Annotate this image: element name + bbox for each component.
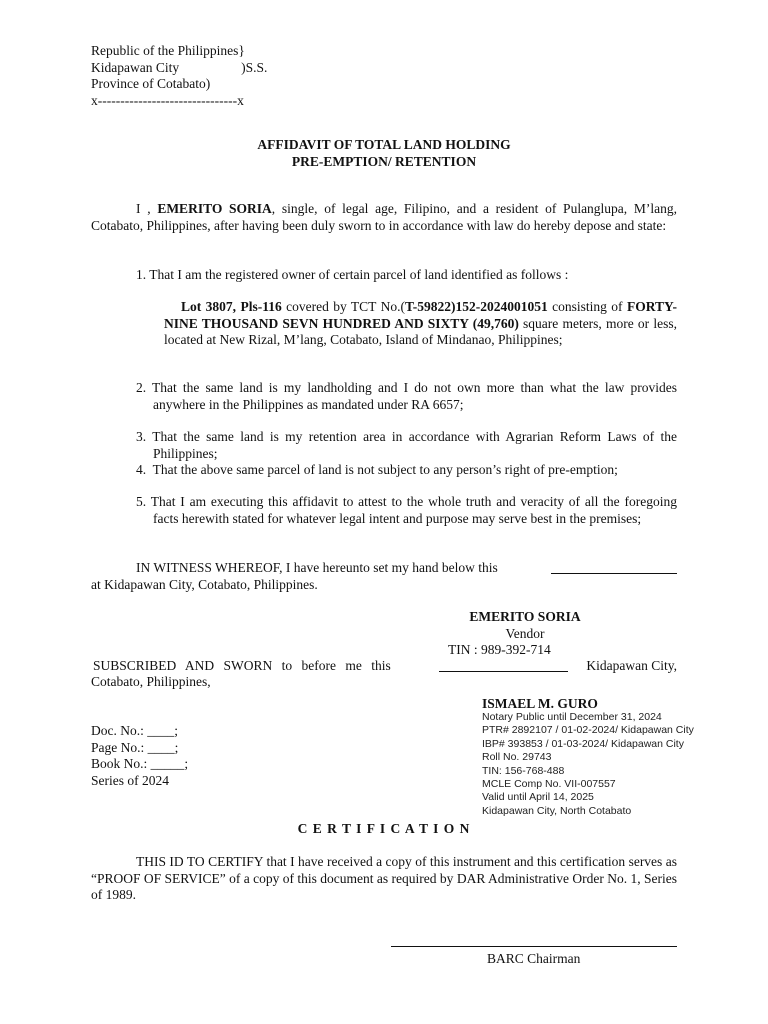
item-2-text: That the same land is my landholding and I do not own more than what the law provides anywhere in the Philippines as mandated under RA 6657; [152, 380, 677, 412]
subscribed-text: SUBSCRIBED AND SWORN to before me this [93, 658, 391, 673]
subscribed-city: Kidapawan City, [586, 658, 677, 673]
document-title [91, 137, 677, 170]
intro-text: , single, of legal age, Filipino, and a resident of Pulanglupa, M’lang, Cotabato, Philippines, after having been duly sworn to in accordance with law do hereby depose and state: [91, 201, 678, 233]
affiant-name: EMERITO SORIA [469, 609, 581, 624]
item-4 [136, 462, 681, 479]
lot-description [164, 299, 677, 349]
lot-area-words: FORTY-NINE THOUSAND SEVN HUNDRED AND SIXTY (49,760) [164, 299, 678, 331]
item-5 [136, 494, 677, 527]
item-3-text: That the same land is my retention area in accordance with Agrarian Reform Laws of the Philippines; [152, 429, 677, 461]
notary-mcle-validity: Valid until April 14, 2025 [482, 791, 594, 804]
notary-mcle: MCLE Comp No. VII-007557 [482, 778, 616, 791]
notary-ibp: IBP# 393853 / 01-03-2024/ Kidapawan City [482, 737, 684, 750]
item-2-number: 2. [136, 380, 147, 395]
tct-number: T-59822)152-2024001051 [404, 299, 548, 314]
witness-date-blank [551, 573, 677, 574]
witness-text: IN WITNESS WHEREOF, I have hereunto set my hand below this [136, 560, 498, 575]
item-2 [136, 380, 677, 413]
intro-paragraph [91, 201, 677, 234]
affiant-role: Vendor [505, 625, 545, 641]
venue-ss: )S.S. [241, 59, 268, 75]
affiant-tin: TIN : 989-392-714 [448, 642, 551, 657]
certification-title: C E R T I F I C A T I O N [297, 821, 471, 836]
lot-id: Lot 3807, Pls-116 [181, 299, 282, 314]
notary-roll-no: Roll No. 29743 [482, 751, 552, 764]
notary-ptr: PTR# 2892107 / 01-02-2024/ Kidapawan City [482, 724, 694, 737]
docket-book-no: Book No.: _____; [91, 756, 189, 771]
docket-doc-no: Doc. No.: ____; [91, 723, 178, 738]
title-line-1: AFFIDAVIT OF TOTAL LAND HOLDING [257, 137, 511, 152]
witness-place: at Kidapawan City, Cotabato, Philippines. [91, 577, 318, 592]
docket-series: Series of 2024 [91, 772, 169, 788]
title-line-2: PRE-EMPTION/ RETENTION [291, 153, 477, 169]
certification-text: THIS ID TO CERTIFY that I have received a copy of this instrument and this certification serves as “PROOF OF SERVICE” of a copy of this document as required by DAR Administrative Order No. 1, Series of 1989. [91, 854, 677, 902]
lot-covered-text: covered by TCT No.( [281, 299, 405, 314]
venue-line-separator: x-------------------------------x [91, 92, 244, 108]
intro-prefix: I , [136, 201, 151, 216]
docket-page-no: Page No.: ____; [91, 739, 179, 755]
item-3 [136, 429, 677, 462]
venue-block [91, 43, 391, 109]
affiant-name-inline: EMERITO SORIA [157, 201, 272, 216]
subscribed-line [91, 658, 677, 675]
notary-details [482, 711, 722, 818]
item-1: 1. That I am the registered owner of certain parcel of land identified as follows : [136, 267, 569, 282]
item-4-text: That the above same parcel of land is not subject to any person’s right of pre-emption; [152, 462, 618, 477]
affiant-signature-block [425, 609, 625, 642]
docket-block [91, 723, 291, 789]
subscribed-place: Cotabato, Philippines, [91, 674, 211, 689]
notary-commission: Notary Public until December 31, 2024 [482, 711, 662, 723]
lot-consisting-text: consisting of [547, 299, 623, 314]
notary-name: ISMAEL M. GURO [482, 696, 598, 711]
item-5-text: That I am executing this affidavit to attest to the whole truth and veracity of all the foregoing facts herewith stated for whatever legal intent and purpose may serve best in the premises; [150, 494, 677, 526]
item-4-number: 4. [136, 462, 147, 477]
subscribed-date-blank [439, 671, 568, 672]
venue-line-city [91, 60, 391, 77]
venue-line-province: Province of Cotabato) [91, 76, 211, 91]
notary-address: Kidapawan City, North Cotabato [482, 804, 632, 817]
lot-rest-text: square meters, more or less, located at New Rizal, M’lang, Cotabato, Island of Mindanao, Philippines; [164, 315, 677, 347]
venue-line-republic: Republic of the Philippines} [91, 43, 245, 58]
notary-tin: TIN: 156-768-488 [482, 764, 565, 777]
item-5-number: 5. [136, 494, 147, 509]
barc-signature-line [391, 946, 677, 947]
venue-city: Kidapawan City [91, 59, 180, 75]
witness-line [136, 560, 681, 577]
barc-chairman-label: BARC Chairman [487, 951, 581, 966]
item-3-number: 3. [136, 429, 147, 444]
